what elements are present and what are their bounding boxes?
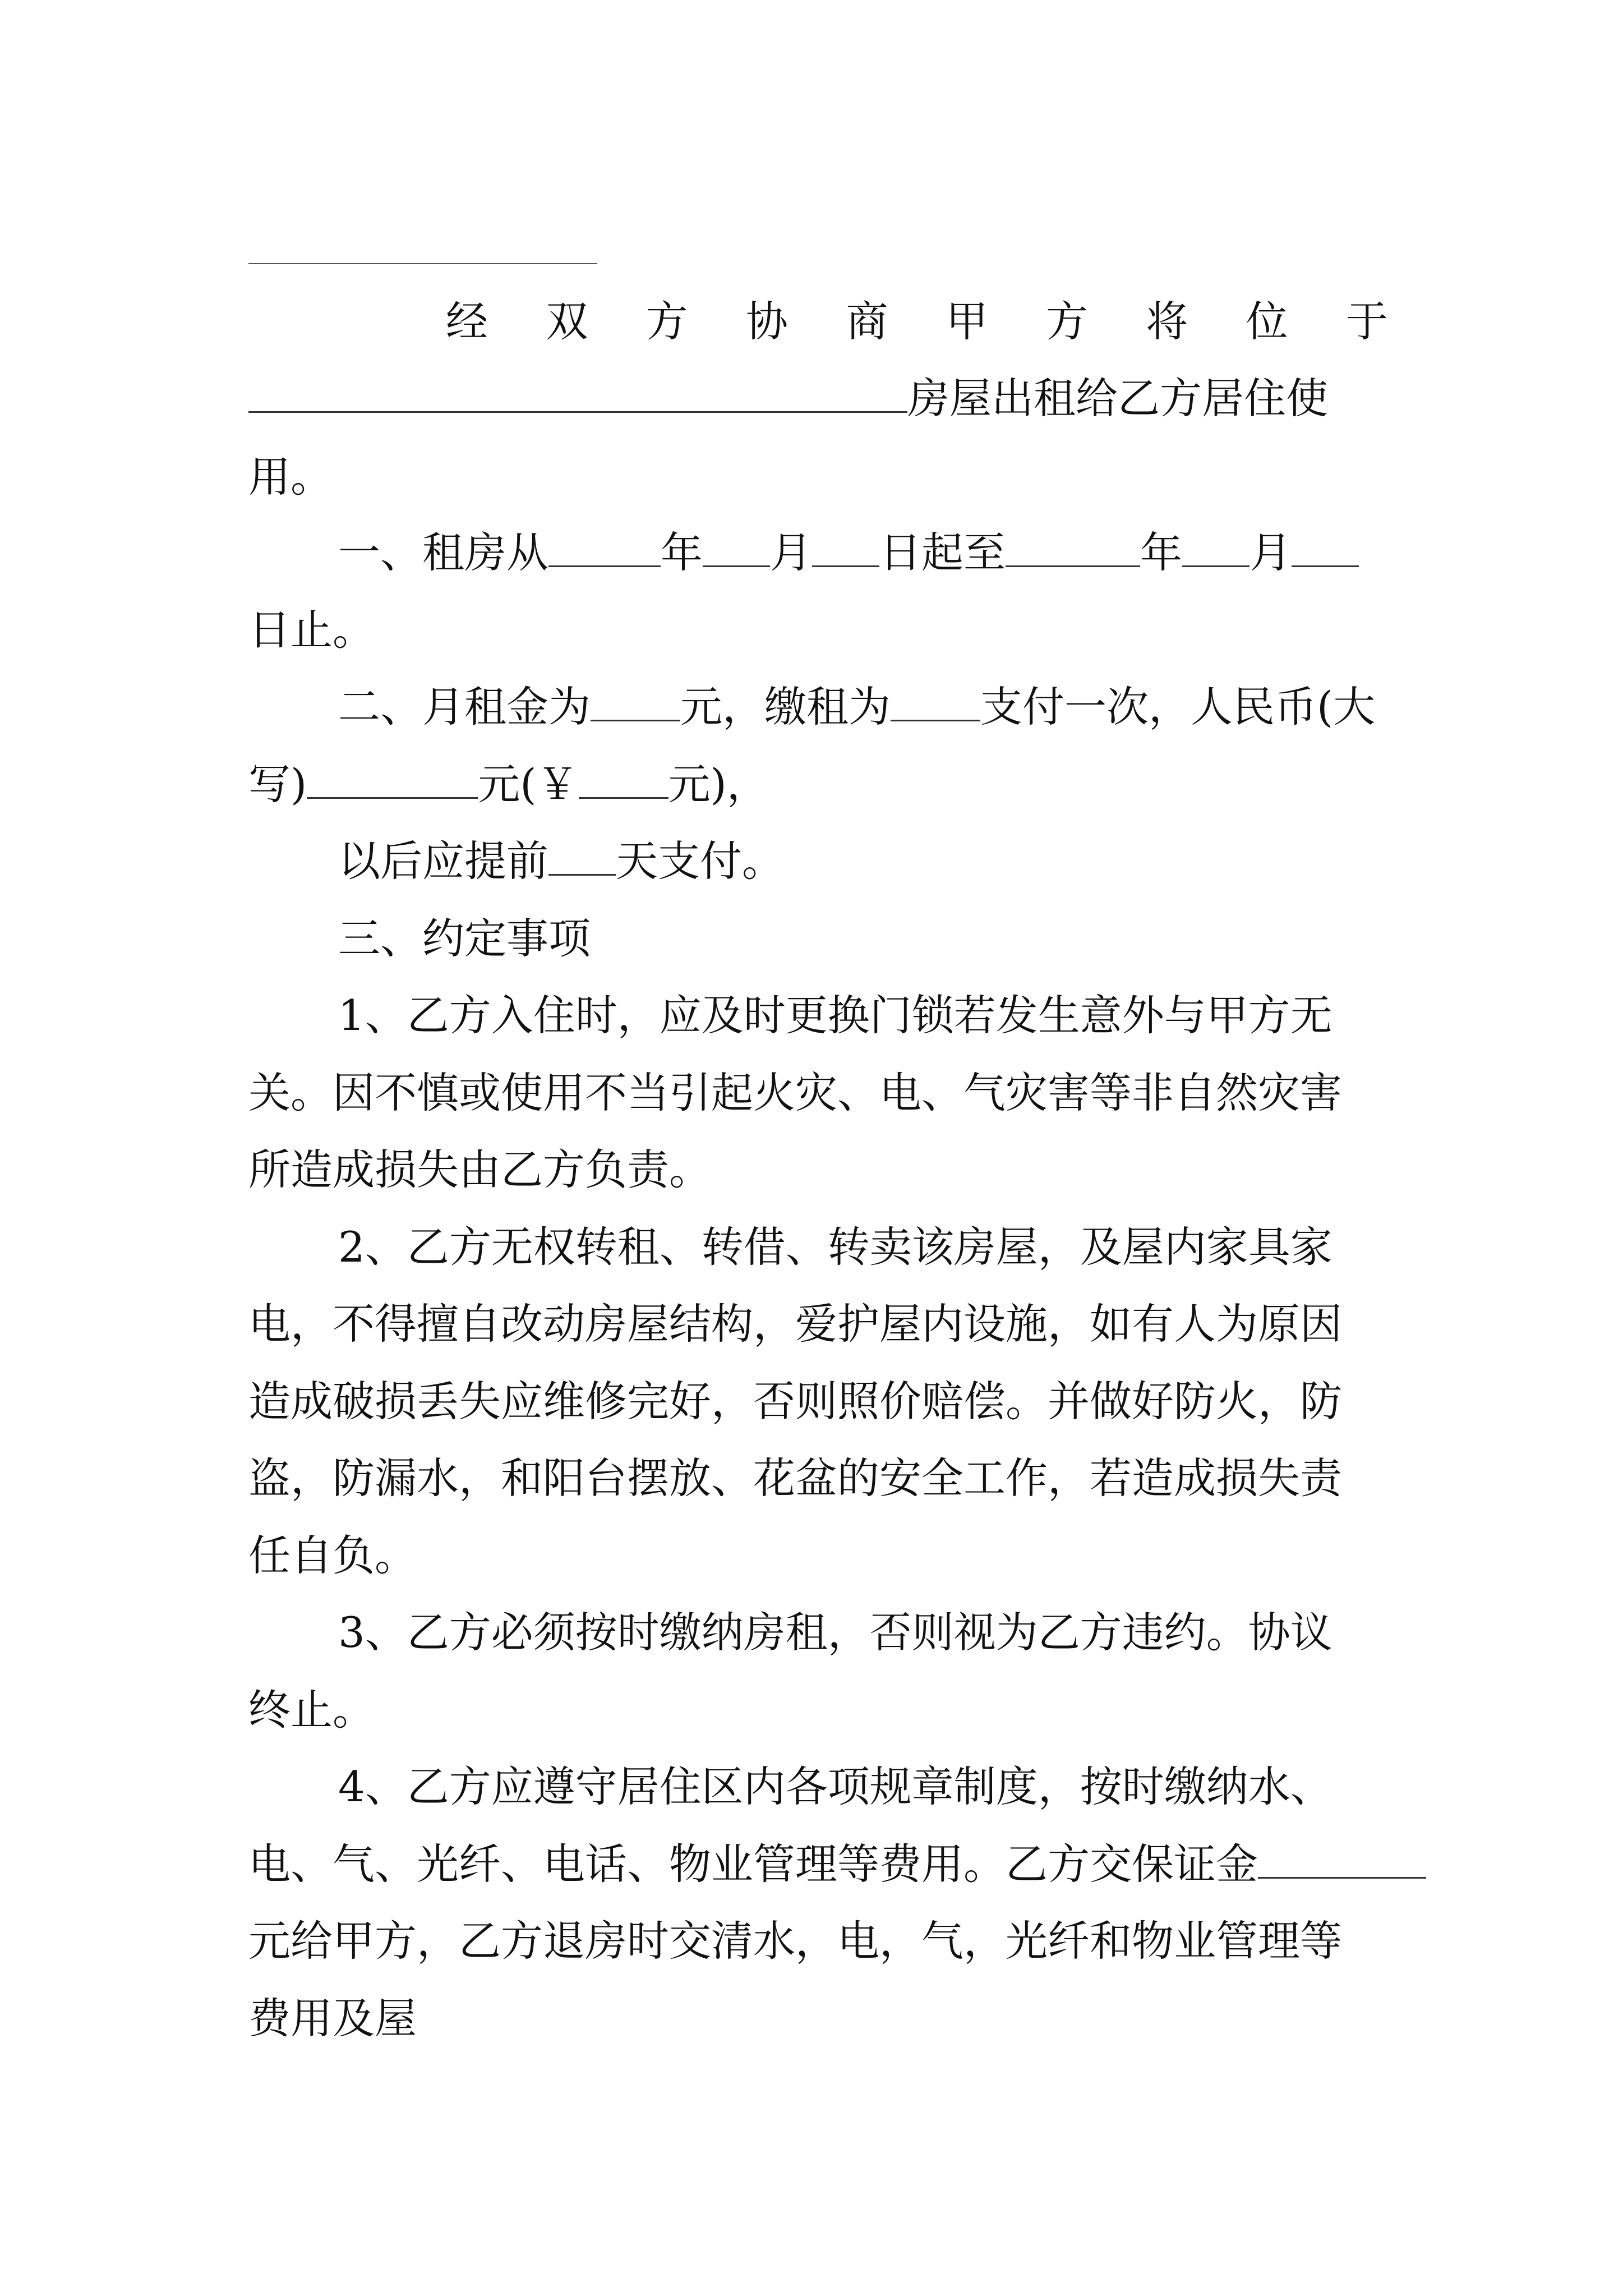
item2-line-1: 2、乙方无权转租、转借、转卖该房屋，及屋内家具家 [338,1222,1332,1272]
intro-line-1: 经 双 方 协 商 甲 方 将 位 于 [446,297,1388,346]
clause2-line-3: 以后应提前 天支付。 [338,836,785,886]
item2-line-5: 任自负。 [248,1531,417,1580]
item2-line-4: 盗，防漏水，和阳台摆放、花盆的安全工作，若造成损失责 [248,1453,1343,1503]
clause2-line-2: 写) 元(￥ 元)， [248,760,769,809]
blank [548,531,661,567]
item2-line-3: 造成破损丢失应维修完好，否则照价赔偿。并做好防火，防 [248,1377,1343,1426]
clause3-heading: 三、约定事项 [338,914,591,963]
item3-line-2: 终止。 [248,1685,375,1734]
item1-line-3: 所造成损失由乙方负责。 [248,1145,712,1194]
intro-line-2: 房屋出租给乙方居住使 [248,367,1388,429]
blank [548,839,616,876]
clause2-line-1: 二、月租金为 元，缴租为 支付一次，人民币(大 [338,682,1376,731]
blank [579,762,668,799]
blank [1292,531,1359,567]
item2-line-2: 电，不得擅自改动房屋结构，爱护屋内设施，如有人为原因 [248,1299,1343,1349]
item4-line-1: 4、乙方应遵守居住区内各项规章制度，按时缴纳水、 [338,1762,1332,1811]
blank [1006,531,1140,567]
item3-line-1: 3、乙方必须按时缴纳房租，否则视为乙方违约。协议 [338,1608,1332,1657]
address-blank [248,376,907,413]
deposit-blank [1258,1842,1426,1879]
item4-line-3: 元给甲方，乙方退房时交清水，电，气，光纤和物业管理等 [248,1916,1343,1966]
item4-line-2: 电、气、光纤、电话、物业管理等费用。乙方交保证金 [248,1833,1388,1895]
clause1-line-1: 一、租房从 年 月 日起至 年 月 [248,522,1478,583]
blank [891,685,980,721]
blank [591,685,680,721]
blank [307,762,478,799]
item4-line-4: 费用及屋 [248,1994,417,2043]
item1-line-2: 关。因不慎或使用不当引起火灾、电、气灾害等非自然灾害 [248,1068,1343,1117]
blank [1182,531,1249,567]
intro-line-3: 用。 [248,452,333,501]
item1-line-1: 1、乙方入住时，应及时更换门锁若发生意外与甲方无 [338,991,1332,1040]
blank [703,531,770,567]
top-rule [248,263,597,264]
blank [812,531,879,567]
clause1-line-2: 日止。 [248,605,375,655]
